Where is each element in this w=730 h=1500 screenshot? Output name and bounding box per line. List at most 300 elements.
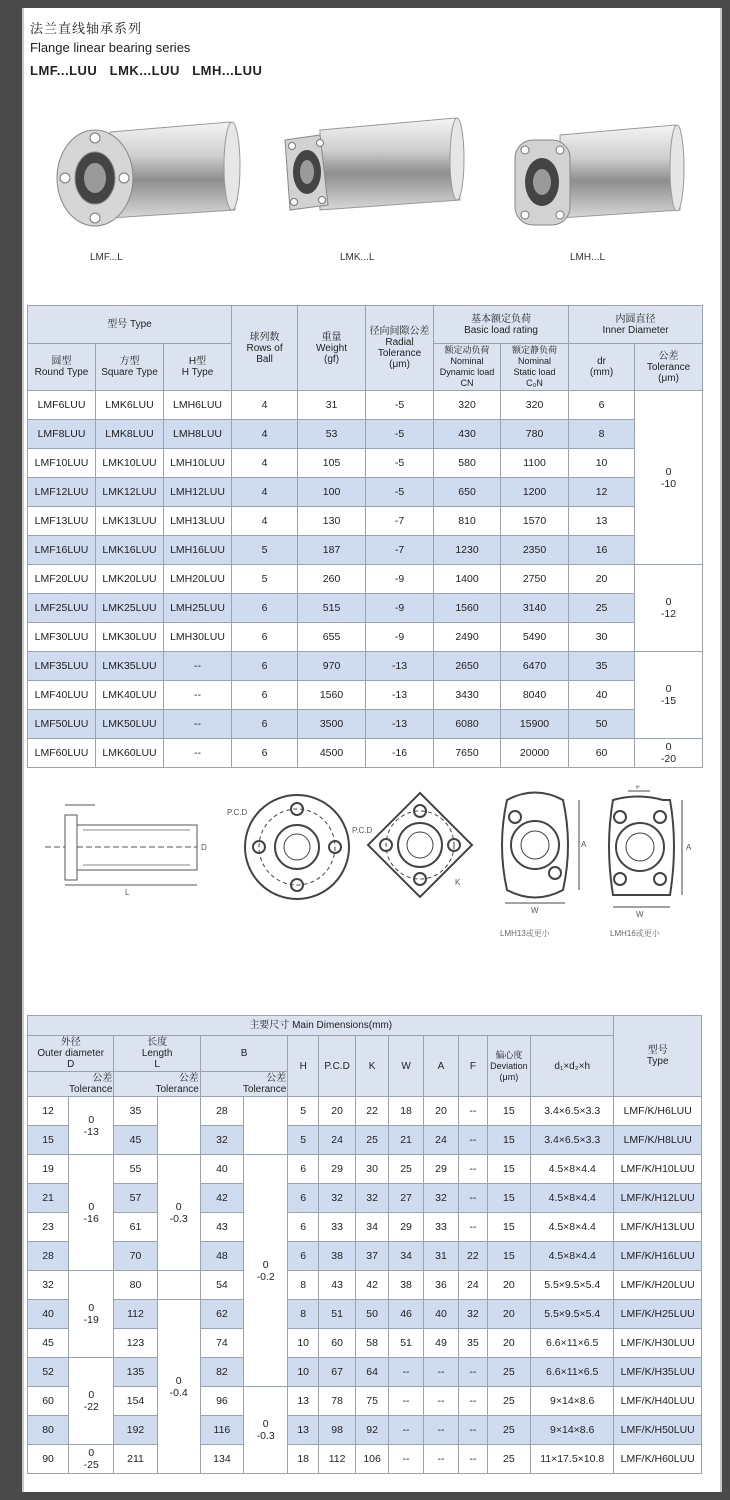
type-cell: LMF/K/H50LUU — [614, 1416, 702, 1445]
outer-diameter-cell: 60 — [28, 1387, 69, 1416]
table-cell: 20 — [319, 1097, 356, 1126]
table-cell: LMK25LUU — [96, 594, 164, 623]
b-cell: 54 — [200, 1271, 243, 1300]
table-cell: 6 — [569, 391, 635, 420]
table-cell: 50 — [356, 1300, 389, 1329]
table-cell: 655 — [298, 623, 366, 652]
product-label-lmk: LMK...L — [340, 252, 375, 263]
table-cell: LMF60LUU — [28, 739, 96, 768]
outer-tolerance-cell: 0 -16 — [69, 1155, 114, 1271]
table-cell: 100 — [298, 478, 366, 507]
tolerance-cell: 0 -12 — [635, 565, 703, 652]
table-cell: 29 — [424, 1155, 459, 1184]
table-cell: LMF35LUU — [28, 652, 96, 681]
table-cell: 5 — [232, 536, 298, 565]
table-cell: 4 — [232, 449, 298, 478]
table-cell: 29 — [319, 1155, 356, 1184]
table-cell: 5.5×9.5×5.4 — [531, 1271, 614, 1300]
table-cell: 25 — [389, 1155, 424, 1184]
table-cell: -- — [459, 1213, 488, 1242]
length-cell: 45 — [114, 1126, 157, 1155]
table-cell: 580 — [434, 449, 501, 478]
table-cell: -- — [459, 1097, 488, 1126]
table-cell: 67 — [319, 1358, 356, 1387]
table-cell: 4.5×8×4.4 — [531, 1184, 614, 1213]
length-tolerance-cell — [157, 1271, 200, 1300]
table-cell: LMF20LUU — [28, 565, 96, 594]
b-tolerance-cell: 0 -0.3 — [244, 1387, 288, 1474]
table-cell: 12 — [569, 478, 635, 507]
table-cell: 3140 — [501, 594, 569, 623]
table-cell: 4 — [232, 391, 298, 420]
table-cell: -13 — [366, 652, 434, 681]
product-label-lmh: LMH...L — [570, 252, 606, 263]
table-row — [28, 1213, 702, 1242]
table-cell: 5.5×9.5×5.4 — [531, 1300, 614, 1329]
table-cell: -- — [164, 710, 232, 739]
header-h: H型 H Type — [164, 344, 232, 391]
table-cell: 60 — [319, 1329, 356, 1358]
table-cell: 5490 — [501, 623, 569, 652]
table-cell: LMH13LUU — [164, 507, 232, 536]
table-cell: 35 — [569, 652, 635, 681]
table-row — [28, 1416, 702, 1445]
table-cell: 20 — [487, 1329, 530, 1358]
header-load: 基本额定负荷 Basic load rating — [434, 306, 569, 344]
table-cell: 6 — [232, 710, 298, 739]
lmh16-front-drawing — [598, 785, 708, 925]
table-cell: 30 — [356, 1155, 389, 1184]
table-cell: 38 — [319, 1242, 356, 1271]
table-row — [28, 652, 703, 681]
table-cell: -- — [164, 681, 232, 710]
table-cell: LMK13LUU — [96, 507, 164, 536]
table-cell: 187 — [298, 536, 366, 565]
table-cell: 4.5×8×4.4 — [531, 1242, 614, 1271]
table-cell: 13 — [288, 1416, 319, 1445]
outer-diameter-cell: 32 — [28, 1271, 69, 1300]
outer-tolerance-cell: 0 -19 — [69, 1271, 114, 1358]
table-cell: 40 — [569, 681, 635, 710]
table-cell: 15 — [487, 1213, 530, 1242]
table-cell: LMK50LUU — [96, 710, 164, 739]
header-static: 额定静负荷 Nominal Static load C₀N — [501, 344, 569, 391]
table-cell: 320 — [501, 391, 569, 420]
table-cell: 8 — [288, 1271, 319, 1300]
table-cell: 20000 — [501, 739, 569, 768]
table-cell: 8040 — [501, 681, 569, 710]
header-pcd: P.C.D — [319, 1036, 356, 1097]
table-cell: 4.5×8×4.4 — [531, 1213, 614, 1242]
outer-tolerance-cell: 0 -13 — [69, 1097, 114, 1155]
lmh13-front-drawing — [485, 785, 595, 925]
b-cell: 74 — [200, 1329, 243, 1358]
table-cell: 6470 — [501, 652, 569, 681]
table-cell: 3500 — [298, 710, 366, 739]
outer-diameter-cell: 15 — [28, 1126, 69, 1155]
table-cell: -16 — [366, 739, 434, 768]
table-cell: 31 — [298, 391, 366, 420]
tolerance-cell: 0 -20 — [635, 739, 703, 768]
table-cell: LMH16LUU — [164, 536, 232, 565]
table-cell: 43 — [319, 1271, 356, 1300]
table-cell: LMF12LUU — [28, 478, 96, 507]
header-weight: 重量 Weight (gf) — [298, 306, 366, 391]
header-main-dimensions: 主要尺寸 Main Dimensions(mm) — [28, 1016, 614, 1036]
table-cell: LMF6LUU — [28, 391, 96, 420]
table-cell: 6 — [232, 652, 298, 681]
table-cell: -9 — [366, 594, 434, 623]
table-cell: 20 — [569, 565, 635, 594]
table-cell: 3.4×6.5×3.3 — [531, 1097, 614, 1126]
table-cell: 60 — [569, 739, 635, 768]
table-cell: 4500 — [298, 739, 366, 768]
table-cell: 15 — [487, 1184, 530, 1213]
header-outer: 外径 Outer diameter D — [28, 1036, 114, 1072]
table-cell: LMH30LUU — [164, 623, 232, 652]
table-cell: 15 — [487, 1155, 530, 1184]
table-cell: LMK16LUU — [96, 536, 164, 565]
table-row — [28, 478, 703, 507]
product-label-lmf: LMF...L — [90, 252, 123, 263]
length-cell: 112 — [114, 1300, 157, 1329]
title-cn: 法兰直线轴承系列 — [30, 21, 143, 36]
table-cell: -- — [389, 1416, 424, 1445]
header-dr: dr (mm) — [569, 344, 635, 391]
table-cell: 38 — [389, 1271, 424, 1300]
header-f: F — [459, 1036, 488, 1097]
table-row — [28, 1387, 702, 1416]
b-cell: 82 — [200, 1358, 243, 1387]
table-cell: 1400 — [434, 565, 501, 594]
table-cell: 2490 — [434, 623, 501, 652]
header-outer-tol: 公差 Tolerance — [28, 1072, 114, 1097]
table-cell: 320 — [434, 391, 501, 420]
table-cell: 32 — [356, 1184, 389, 1213]
table-cell: 75 — [356, 1387, 389, 1416]
table-cell: LMH12LUU — [164, 478, 232, 507]
header-rows: 球列数 Rows of Ball — [232, 306, 298, 391]
table-cell: LMK12LUU — [96, 478, 164, 507]
b-cell: 43 — [200, 1213, 243, 1242]
b-cell: 62 — [200, 1300, 243, 1329]
table-cell: 58 — [356, 1329, 389, 1358]
table-cell: 8 — [569, 420, 635, 449]
table-cell: 5 — [288, 1097, 319, 1126]
table-cell: 25 — [487, 1445, 530, 1474]
table-cell: -5 — [366, 449, 434, 478]
table-row — [28, 1271, 702, 1300]
side-view-drawing — [35, 785, 215, 895]
table-cell: 13 — [569, 507, 635, 536]
table-cell: 106 — [356, 1445, 389, 1474]
table-row — [28, 1358, 702, 1387]
header-w: W — [389, 1036, 424, 1097]
length-cell: 80 — [114, 1271, 157, 1300]
table-cell: 15 — [487, 1242, 530, 1271]
table-row — [28, 1242, 702, 1271]
table-cell: 6 — [288, 1155, 319, 1184]
table-cell: 10 — [569, 449, 635, 478]
table-cell: -- — [424, 1358, 459, 1387]
table-cell: 31 — [424, 1242, 459, 1271]
table-cell: 10 — [288, 1358, 319, 1387]
catalog-header — [30, 18, 262, 78]
header-type2: 型号 Type — [614, 1016, 702, 1097]
type-cell: LMF/K/H6LUU — [614, 1097, 702, 1126]
b-tolerance-cell — [244, 1097, 288, 1155]
table-cell: 1560 — [434, 594, 501, 623]
b-cell: 32 — [200, 1126, 243, 1155]
table-cell: 25 — [356, 1126, 389, 1155]
dim-f-label: F — [636, 785, 641, 791]
dim-k-label: K — [455, 878, 461, 887]
table-cell: 6 — [232, 739, 298, 768]
b-cell: 134 — [200, 1445, 243, 1474]
table-cell: LMK60LUU — [96, 739, 164, 768]
header-radial: 径向间隙公差 Radial Tolerance (μm) — [366, 306, 434, 391]
table-row — [28, 536, 703, 565]
table-cell: LMK8LUU — [96, 420, 164, 449]
table-cell: 35 — [459, 1329, 488, 1358]
length-cell: 35 — [114, 1097, 157, 1126]
table-cell: 32 — [319, 1184, 356, 1213]
header-length-tol: 公差 Tolerance — [114, 1072, 200, 1097]
b-tolerance-cell: 0 -0.2 — [244, 1155, 288, 1387]
table-cell: 260 — [298, 565, 366, 594]
table-cell: 4 — [232, 420, 298, 449]
header-b: B — [200, 1036, 287, 1072]
table-row — [28, 449, 703, 478]
table-cell: 1100 — [501, 449, 569, 478]
b-cell: 28 — [200, 1097, 243, 1126]
table-cell: 64 — [356, 1358, 389, 1387]
table-cell: 22 — [356, 1097, 389, 1126]
table-cell: 32 — [424, 1184, 459, 1213]
table-row — [28, 1445, 702, 1474]
table-cell: 30 — [569, 623, 635, 652]
table-cell: -7 — [366, 536, 434, 565]
table-cell: LMH25LUU — [164, 594, 232, 623]
table-row — [28, 1329, 702, 1358]
table-cell: 51 — [319, 1300, 356, 1329]
table-row — [28, 710, 703, 739]
tolerance-cell: 0 -10 — [635, 391, 703, 565]
length-cell: 135 — [114, 1358, 157, 1387]
dim-l-label: L — [125, 888, 130, 895]
table-cell: 515 — [298, 594, 366, 623]
header-round: 圆型 Round Type — [28, 344, 96, 391]
table-cell: 4 — [232, 507, 298, 536]
table-cell: 5 — [232, 565, 298, 594]
length-tolerance-cell — [157, 1097, 200, 1155]
table-cell: 10 — [288, 1329, 319, 1358]
lmh13-label: LMH13或更小 — [500, 929, 550, 938]
table-cell: LMH6LUU — [164, 391, 232, 420]
outer-diameter-cell: 21 — [28, 1184, 69, 1213]
header-b-tol: 公差 Tolerance — [200, 1072, 287, 1097]
table-cell: -13 — [366, 681, 434, 710]
header-tolerance: 公差 Tolerance (μm) — [635, 344, 703, 391]
table-cell: LMH8LUU — [164, 420, 232, 449]
length-cell: 70 — [114, 1242, 157, 1271]
table-row — [28, 623, 703, 652]
table-cell: 2750 — [501, 565, 569, 594]
table-cell: LMK20LUU — [96, 565, 164, 594]
table-cell: -- — [424, 1445, 459, 1474]
table-cell: 2650 — [434, 652, 501, 681]
table-row — [28, 1184, 702, 1213]
table-cell: 20 — [424, 1097, 459, 1126]
b-cell: 42 — [200, 1184, 243, 1213]
table-cell: -7 — [366, 507, 434, 536]
table-row — [28, 1126, 702, 1155]
table-cell: 6 — [232, 594, 298, 623]
table-cell: 9×14×8.6 — [531, 1387, 614, 1416]
header-inner: 内圆直径 Inner Diameter — [569, 306, 703, 344]
table-cell: 4.5×8×4.4 — [531, 1155, 614, 1184]
length-cell: 154 — [114, 1387, 157, 1416]
b-cell: 116 — [200, 1416, 243, 1445]
outer-diameter-cell: 19 — [28, 1155, 69, 1184]
tolerance-cell: 0 -15 — [635, 652, 703, 739]
table-cell: 33 — [424, 1213, 459, 1242]
b-cell: 40 — [200, 1155, 243, 1184]
table-cell: 9×14×8.6 — [531, 1416, 614, 1445]
square-flange-front-drawing — [350, 785, 480, 910]
table-row — [28, 739, 703, 768]
type-cell: LMF/K/H8LUU — [614, 1126, 702, 1155]
type-cell: LMF/K/H25LUU — [614, 1300, 702, 1329]
outer-diameter-cell: 90 — [28, 1445, 69, 1474]
type-cell: LMF/K/H60LUU — [614, 1445, 702, 1474]
table-cell: -9 — [366, 623, 434, 652]
table-cell: -- — [164, 739, 232, 768]
length-cell: 61 — [114, 1213, 157, 1242]
table-cell: -- — [459, 1155, 488, 1184]
table-cell: 33 — [319, 1213, 356, 1242]
table-cell: 98 — [319, 1416, 356, 1445]
table-cell: 32 — [459, 1300, 488, 1329]
table-cell: 20 — [487, 1300, 530, 1329]
table-cell: 6080 — [434, 710, 501, 739]
dim-a-label-16: A — [686, 843, 692, 852]
table-cell: 20 — [487, 1271, 530, 1300]
table-cell: LMF10LUU — [28, 449, 96, 478]
table-cell: 49 — [424, 1329, 459, 1358]
outer-tolerance-cell: 0 -25 — [69, 1445, 114, 1474]
table-cell: 46 — [389, 1300, 424, 1329]
table-cell: 18 — [288, 1445, 319, 1474]
table-cell: 51 — [389, 1329, 424, 1358]
outer-diameter-cell: 45 — [28, 1329, 69, 1358]
type-cell: LMF/K/H16LUU — [614, 1242, 702, 1271]
type-cell: LMF/K/H10LUU — [614, 1155, 702, 1184]
table-cell: 16 — [569, 536, 635, 565]
table-cell: -- — [424, 1387, 459, 1416]
table-cell: -5 — [366, 478, 434, 507]
table-cell: 24 — [459, 1271, 488, 1300]
outer-diameter-cell: 23 — [28, 1213, 69, 1242]
table-cell: 24 — [424, 1126, 459, 1155]
table-cell: 430 — [434, 420, 501, 449]
table-cell: 11×17.5×10.8 — [531, 1445, 614, 1474]
table-cell: LMK40LUU — [96, 681, 164, 710]
table-cell: 27 — [389, 1184, 424, 1213]
table-cell: -13 — [366, 710, 434, 739]
table-cell: 25 — [487, 1387, 530, 1416]
table-cell: LMF16LUU — [28, 536, 96, 565]
table-cell: 92 — [356, 1416, 389, 1445]
table-cell: 6.6×11×6.5 — [531, 1358, 614, 1387]
table-cell: -- — [389, 1445, 424, 1474]
table-cell: 50 — [569, 710, 635, 739]
b-cell: 96 — [200, 1387, 243, 1416]
table-cell: 24 — [319, 1126, 356, 1155]
header-dynamic: 额定动负荷 Nominal Dynamic load CN — [434, 344, 501, 391]
model-series: LMF...LUU LMK...LUU LMH...LUU — [30, 63, 263, 78]
type-cell: LMF/K/H12LUU — [614, 1184, 702, 1213]
table-cell: LMF50LUU — [28, 710, 96, 739]
table-cell: 3.4×6.5×3.3 — [531, 1126, 614, 1155]
table-cell: 650 — [434, 478, 501, 507]
table-cell: 25 — [569, 594, 635, 623]
table-cell: 42 — [356, 1271, 389, 1300]
table-row — [28, 1097, 702, 1126]
table-cell: -- — [459, 1126, 488, 1155]
table-cell: LMF8LUU — [28, 420, 96, 449]
length-cell: 192 — [114, 1416, 157, 1445]
table-cell: 2350 — [501, 536, 569, 565]
pcd-label-round: P.C.D — [227, 808, 248, 817]
table-cell: 1230 — [434, 536, 501, 565]
table-cell: 970 — [298, 652, 366, 681]
table-cell: 15 — [487, 1097, 530, 1126]
table-cell: 1560 — [298, 681, 366, 710]
pcd-label-square: P.C.D — [352, 826, 373, 835]
table-cell: -5 — [366, 391, 434, 420]
table-cell: LMF13LUU — [28, 507, 96, 536]
table-cell: 18 — [389, 1097, 424, 1126]
table-cell: 6 — [232, 681, 298, 710]
bearing-spec-table — [27, 305, 703, 768]
table-cell: 6.6×11×6.5 — [531, 1329, 614, 1358]
header-h2: H — [288, 1036, 319, 1097]
length-cell: 57 — [114, 1184, 157, 1213]
header-k: K — [356, 1036, 389, 1097]
table-cell: -9 — [366, 565, 434, 594]
header-square: 方型 Square Type — [96, 344, 164, 391]
table-cell: 40 — [424, 1300, 459, 1329]
header-type: 型号 Type — [28, 306, 232, 344]
cut-flange-bearing-icon — [505, 110, 695, 250]
table-row — [28, 681, 703, 710]
table-cell: -- — [459, 1358, 488, 1387]
table-cell: 130 — [298, 507, 366, 536]
table-cell: 8 — [288, 1300, 319, 1329]
table-cell: -- — [389, 1358, 424, 1387]
square-flange-bearing-icon — [280, 110, 470, 250]
table-cell: 7650 — [434, 739, 501, 768]
table-cell: 780 — [501, 420, 569, 449]
outer-diameter-cell: 28 — [28, 1242, 69, 1271]
round-flange-bearing-icon — [50, 110, 250, 250]
outer-tolerance-cell: 0 -22 — [69, 1358, 114, 1445]
table-cell: 112 — [319, 1445, 356, 1474]
table-cell: LMK10LUU — [96, 449, 164, 478]
lmh16-label: LMH16或更小 — [610, 929, 660, 938]
table-cell: 34 — [356, 1213, 389, 1242]
